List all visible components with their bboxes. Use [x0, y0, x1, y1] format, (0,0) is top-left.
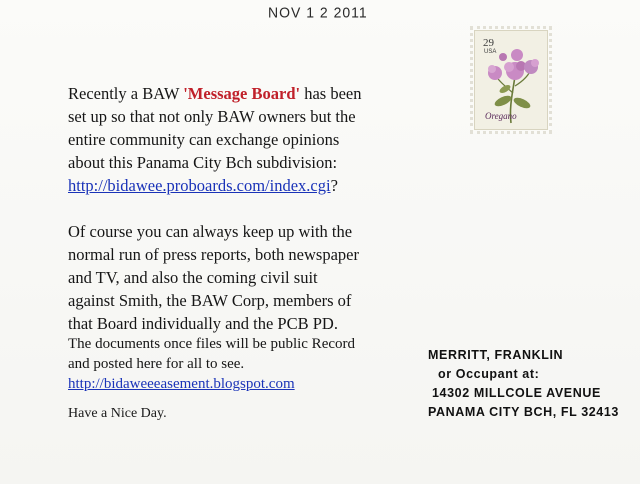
message-paragraph-3	[68, 334, 368, 394]
message-board-highlight: 'Message Board'	[183, 84, 301, 103]
recipient-street: 14302 MILLCOLE AVENUE	[432, 386, 601, 400]
recipient-city: PANAMA CITY BCH, FL 32413	[428, 405, 619, 419]
postage-stamp	[474, 30, 548, 130]
message-paragraph-2: Of course you can always keep up with the normal run of press reports, both newspaper and TV, and also the coming civil suit against Smith, the BAW Corp, members of that Board individually and the PCB PD.	[68, 222, 359, 333]
mailing-address	[428, 346, 619, 422]
message-body-1: set up so that not only BAW owners but the entire community can exchange opinions about this Panama City Bch subdivision:	[68, 107, 356, 172]
recipient-occupant: or Occupant at:	[438, 367, 540, 381]
postmark-date: NOV 1 2 2011	[268, 3, 368, 21]
message-body-3: The documents once files will be public Record and posted here for all to see.	[68, 336, 355, 372]
message-intro-tail: has been	[304, 84, 362, 103]
stamp-denomination: 29	[483, 37, 494, 49]
proboards-link[interactable]: http://bidawee.proboards.com/index.cgi	[68, 176, 331, 195]
message-paragraph-1	[68, 82, 368, 197]
stamp-caption: Oregano	[485, 111, 517, 121]
stamp-country: USA	[484, 49, 497, 55]
message-intro: Recently a BAW	[68, 84, 180, 103]
closing-line: Have a Nice Day.	[68, 406, 167, 421]
recipient-name: MERRITT, FRANKLIN	[428, 348, 564, 362]
link-question-mark: ?	[330, 176, 338, 195]
blogspot-link[interactable]: http://bidaweeeasement.blogspot.com	[68, 376, 295, 392]
